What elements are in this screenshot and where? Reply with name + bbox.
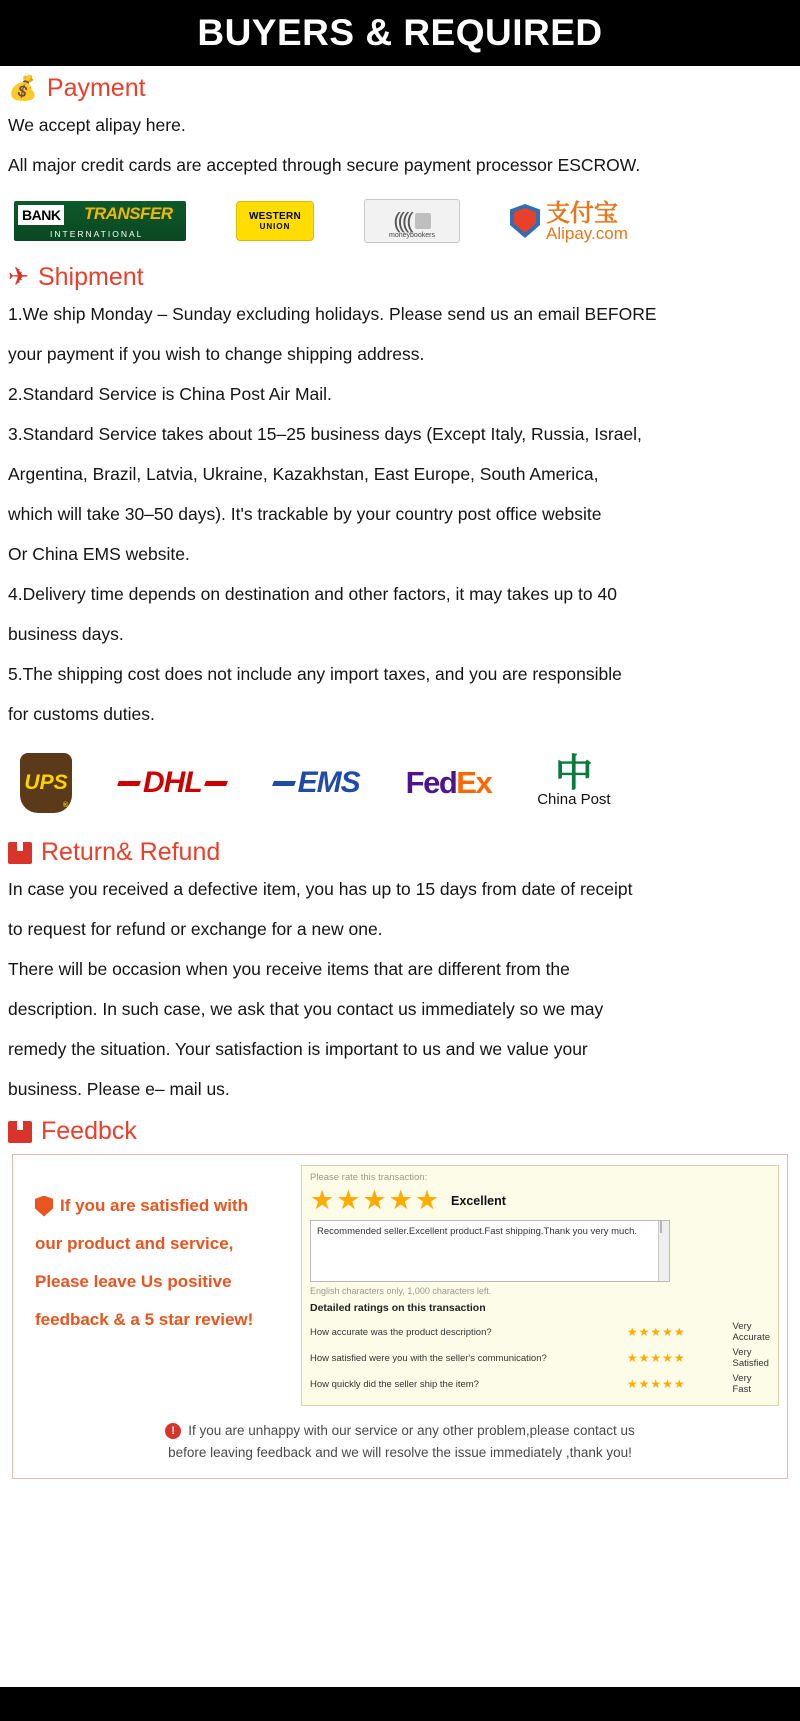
promo-line-1: If you are satisfied with [60,1196,248,1215]
comment-text: Recommended seller.Excellent product.Fast shipping.Thank you very much. [317,1226,637,1237]
feedback-note [21,1420,779,1464]
note-line-2: before leaving feedback and we will resolve the issue immediately ,thank you! [168,1445,632,1460]
rating-stars[interactable]: ★★★★★ [626,1325,686,1339]
shipment-line-3: 2.Standard Service is China Post Air Mail. [8,384,332,404]
payment-line-2: All major credit cards are accepted through secure payment processor ESCROW. [8,155,641,175]
rating-question: How accurate was the product description? [310,1326,492,1338]
section-header-payment [0,66,800,105]
rating-question: How satisfied were you with the seller's communication? [310,1352,547,1364]
shield-icon [510,204,540,238]
china-post-logo [537,751,611,808]
returns-line-1: In case you received a defective item, you has up to 15 days from date of receipt [8,879,633,899]
feedback-promo [21,1165,291,1343]
page-banner [0,0,800,66]
shipment-line-9: business days. [8,624,124,644]
china-post-mark-icon: 中 [554,751,593,796]
shipment-line-4: 3.Standard Service takes about 15–25 business days (Except Italy, Russia, Israel, [8,424,642,444]
airplane-icon: ✈ [8,263,29,291]
returns-heading: Return& Refund [41,838,221,866]
table-row [310,1371,770,1397]
page-title: BUYERS & REQUIRED [197,12,603,53]
dhl-label: DHL [143,766,202,799]
payment-text [0,105,800,185]
western-union-line2: UNION [259,222,291,231]
ups-trademark: ® [62,802,68,809]
rating-label: Excellent [451,1193,506,1208]
china-post-label: China Post [537,790,611,808]
shipment-line-10: 5.The shipping cost does not include any import taxes, and you are responsible [8,664,622,684]
rating-value: Very Fast [732,1373,752,1395]
gift-box-icon [8,842,32,864]
shipment-line-1: 1.We ship Monday – Sunday excluding holidays. Please send us an email BEFORE [8,304,657,324]
scrollbar-thumb[interactable] [660,1220,662,1233]
western-union-logo [236,201,314,241]
bank-transfer-main: BANK [18,205,64,225]
ups-label: UPS [24,771,68,794]
ems-label: EMS [297,766,360,799]
returns-line-5: remedy the situation. Your satisfaction is important to us and we value your [8,1039,588,1059]
carrier-logo-row [0,734,800,830]
rating-value: Very Accurate [732,1321,770,1343]
promo-line-4: feedback & a 5 star review! [35,1310,254,1329]
note-line-1: If you are unhappy with our service or any other problem,please contact us [188,1423,635,1438]
shipment-heading: Shipment [37,263,144,291]
table-row [310,1345,770,1371]
alipay-chinese: 支付宝 [546,198,618,227]
rating-value: Very Satisfied [732,1347,769,1369]
feedback-heading: Feedbck [41,1117,137,1145]
shipment-line-2: your payment if you wish to change shipping address. [8,344,425,364]
rating-stars[interactable]: ★★★★★ [626,1351,686,1365]
char-count-hint: English characters only, 1,000 characters left. [310,1286,492,1296]
comment-scrollbar[interactable] [658,1221,669,1281]
moneybookers-label: moneybookers [389,232,435,239]
shipment-line-8: 4.Delivery time depends on destination and other factors, it may takes up to 40 [8,584,617,604]
section-header-feedback [0,1109,800,1148]
section-header-shipment [0,255,800,294]
money-bag-icon: 💰 [8,74,38,102]
section-header-returns [0,830,800,869]
shipment-line-7: Or China EMS website. [8,544,190,564]
footer-bar [0,1687,800,1721]
detailed-ratings-title: Detailed ratings on this transaction [310,1302,486,1314]
gift-box-icon [8,1121,32,1143]
feedback-panel [12,1154,788,1479]
dhl-bar-right [204,781,228,786]
dhl-bar-left [117,781,141,786]
promo-line-3: Please leave Us positive [35,1272,232,1291]
shipment-text [0,294,800,734]
rating-stars[interactable]: ★★★★★ [626,1377,686,1391]
warning-icon: ! [165,1423,181,1439]
fedex-label-a: Fed [405,765,457,800]
feedback-form-screenshot [301,1165,779,1406]
alipay-logo [510,198,628,243]
shipment-line-5: Argentina, Brazil, Latvia, Ukraine, Kazakhstan, East Europe, South America, [8,464,599,484]
signal-arcs-icon: (((( [393,208,411,233]
payment-heading: Payment [46,74,146,102]
alipay-english: Alipay.com [546,223,628,243]
ups-logo [20,753,72,813]
rating-question: How quickly did the seller ship the item? [310,1378,479,1390]
bank-transfer-accent: TRANSFER [84,204,173,223]
rate-hint: Please rate this transaction: [310,1172,428,1183]
western-union-line1: WESTERN [248,211,302,222]
promo-line-2: our product and service, [35,1234,234,1253]
moneybookers-square [415,213,431,229]
comment-textarea[interactable] [310,1220,670,1282]
returns-line-3: There will be occasion when you receive items that are different from the [8,959,570,979]
shield-icon [35,1196,53,1217]
fedex-logo [406,765,492,801]
fedex-label-b: Ex [456,765,492,800]
returns-line-2: to request for refund or exchange for a new one. [8,919,383,939]
payment-line-1: We accept alipay here. [8,115,186,135]
detailed-ratings-table [310,1319,770,1397]
dhl-logo [118,766,227,800]
ems-logo [273,766,360,800]
bank-transfer-logo [14,201,186,241]
shipment-line-6: which will take 30–50 days). It's trackable by your country post office website [8,504,602,524]
returns-text [0,869,800,1109]
table-row [310,1319,770,1345]
rating-stars[interactable]: ★★★★★ [310,1185,442,1215]
bank-transfer-sub: INTERNATIONAL [50,229,144,239]
returns-line-4: description. In such case, we ask that you contact us immediately so we may [8,999,604,1019]
returns-line-6: business. Please e– mail us. [8,1079,230,1099]
shipment-line-11: for customs duties. [8,704,155,724]
moneybookers-logo [364,199,460,243]
ems-bar-left [272,781,296,786]
payment-logo-row [0,185,800,255]
